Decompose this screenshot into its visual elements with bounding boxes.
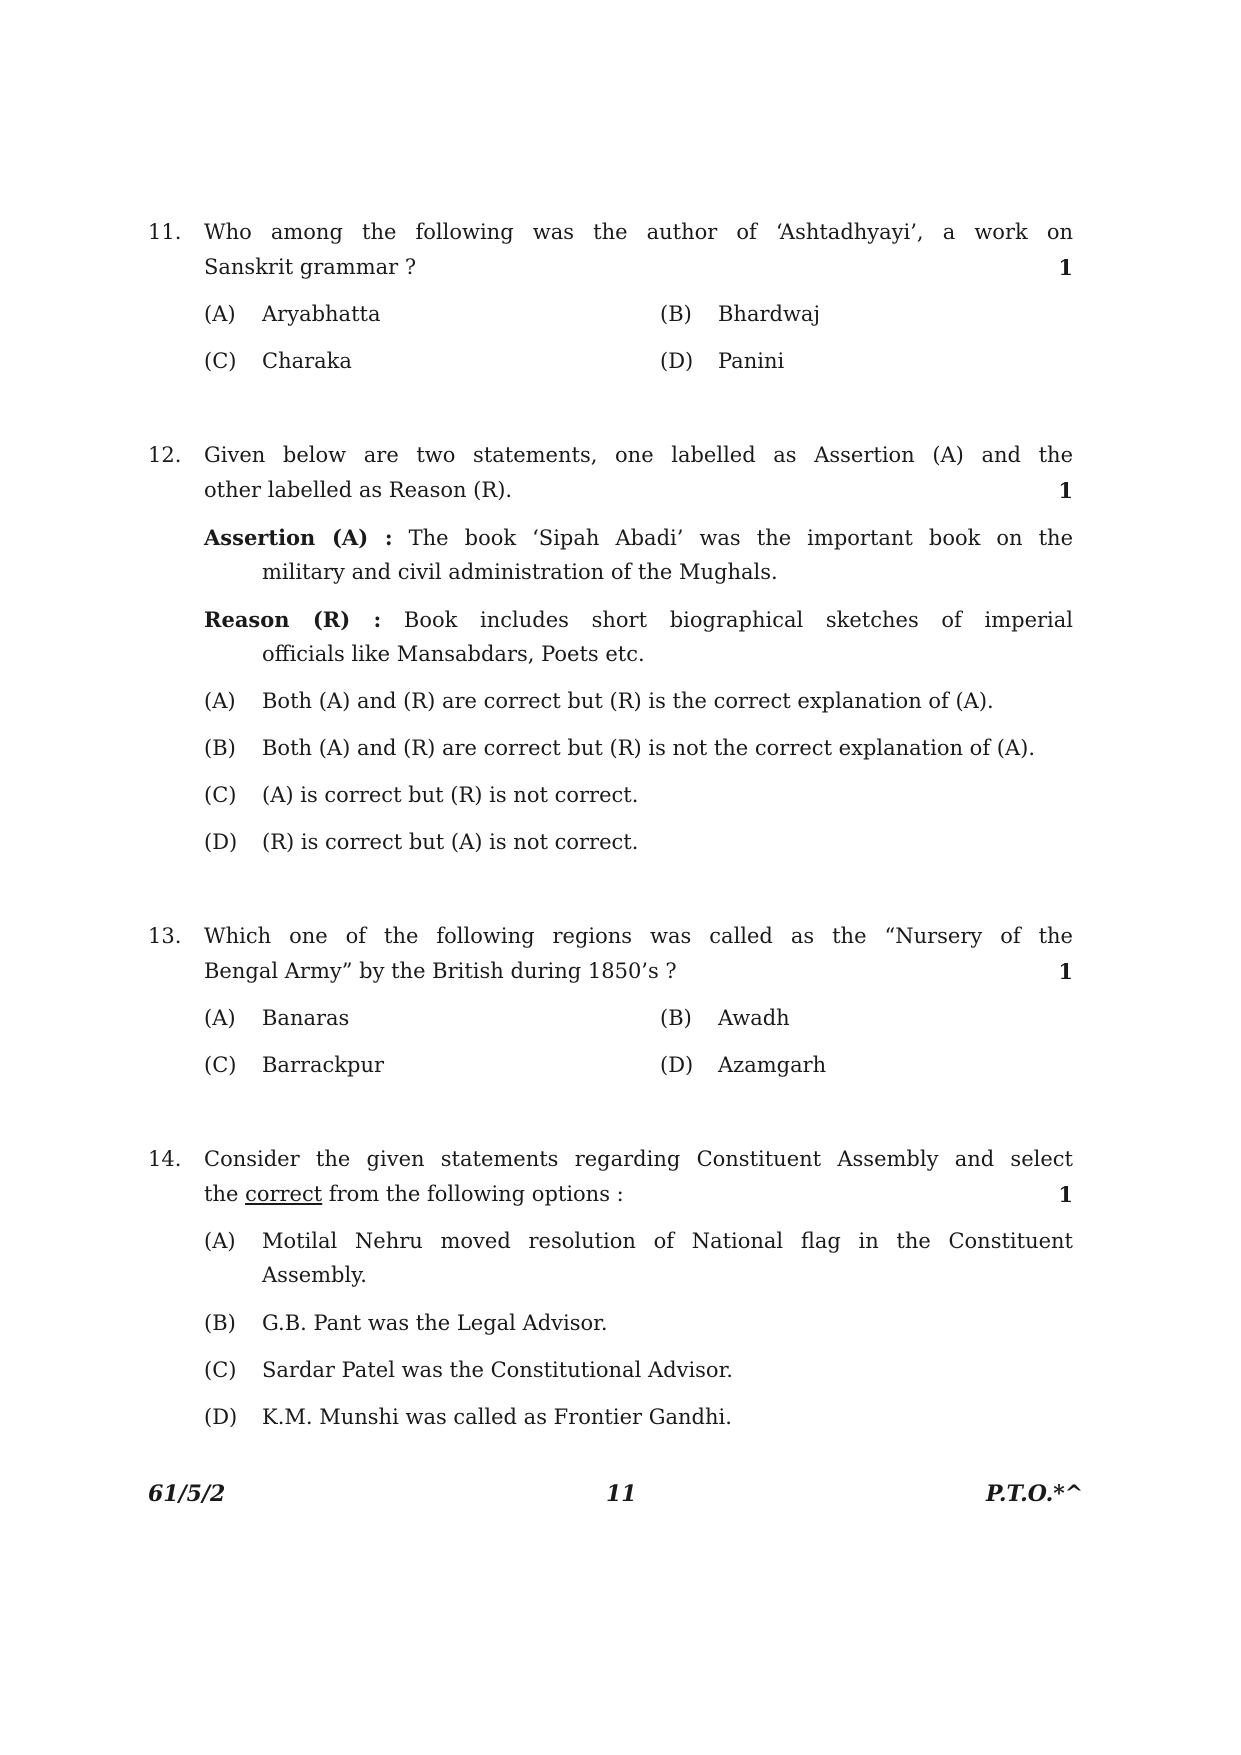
reason	[204, 607, 1073, 666]
option-label: (C)	[204, 349, 237, 373]
text-fragment: from the following options :	[322, 1182, 624, 1206]
option-c	[204, 349, 352, 373]
option-d	[204, 1405, 732, 1429]
option-text: Bhardwaj	[718, 302, 820, 326]
assertion-heading: Assertion (A) :	[204, 525, 393, 550]
option-a	[204, 1229, 1073, 1287]
option-label: (C)	[204, 783, 237, 807]
underlined-word: correct	[245, 1182, 323, 1206]
question-number: 14.	[148, 1147, 182, 1171]
question-text	[204, 1182, 624, 1206]
option-text: Both (A) and (R) are correct but (R) is not the correct explanation of (A).	[262, 736, 1035, 760]
option-text: Azamgarh	[718, 1053, 827, 1077]
option-text: Sardar Patel was the Constitutional Advisor.	[262, 1358, 733, 1382]
question-text: Consider the given statements regarding Constituent Assembly and select	[204, 1147, 1073, 1171]
option-c	[204, 1358, 733, 1382]
option-d	[204, 830, 638, 854]
question-text: other labelled as Reason (R).	[204, 478, 513, 502]
option-text: Both (A) and (R) are correct but (R) is the correct explanation of (A).	[262, 689, 994, 713]
option-text: Awadh	[718, 1006, 790, 1030]
reason-text: officials like Mansabdars, Poets etc.	[262, 642, 645, 666]
option-label: (A)	[204, 302, 236, 326]
marks: 1	[1058, 478, 1073, 503]
option-label: (A)	[204, 1229, 236, 1253]
text-fragment: the	[204, 1182, 246, 1206]
option-text: (R) is correct but (A) is not correct.	[262, 830, 639, 854]
option-label: (B)	[204, 1311, 236, 1335]
option-text: K.M. Munshi was called as Frontier Gandhi.	[262, 1405, 732, 1429]
option-label: (D)	[660, 1053, 694, 1077]
reason-text: Book includes short biographical sketches of imperial	[403, 608, 1074, 632]
option-label: (D)	[660, 349, 694, 373]
option-c	[204, 1053, 384, 1077]
question-number: 11.	[148, 220, 182, 244]
option-d	[660, 1053, 826, 1077]
option-label: (D)	[204, 1405, 238, 1429]
footer-code: 61/5/2	[148, 1481, 226, 1507]
option-text: Assembly.	[262, 1263, 367, 1287]
option-b	[204, 1311, 608, 1335]
option-label: (C)	[204, 1358, 237, 1382]
option-b	[204, 736, 1035, 760]
option-text: Barrackpur	[262, 1053, 385, 1077]
option-d	[660, 349, 784, 373]
question-text: Bengal Army” by the British during 1850’s ?	[204, 959, 677, 983]
assertion	[204, 525, 1073, 584]
option-label: (C)	[204, 1053, 237, 1077]
option-label: (A)	[204, 689, 236, 713]
reason-heading: Reason (R) :	[204, 607, 382, 632]
option-label: (D)	[204, 830, 238, 854]
option-text: (A) is correct but (R) is not correct.	[262, 783, 639, 807]
option-text: Charaka	[262, 349, 352, 373]
option-b	[660, 302, 820, 326]
marks: 1	[1058, 255, 1073, 280]
pto-marker: P.T.O.*^	[986, 1481, 1084, 1507]
option-b	[660, 1006, 790, 1030]
option-text: Banaras	[262, 1006, 350, 1030]
option-text: G.B. Pant was the Legal Advisor.	[262, 1311, 608, 1335]
question-number: 13.	[148, 924, 182, 948]
question-text: Sanskrit grammar ?	[204, 255, 417, 279]
option-text: Aryabhatta	[262, 302, 381, 326]
option-text: Panini	[718, 349, 785, 373]
option-a	[204, 689, 994, 713]
question-text: Which one of the following regions was called as the “Nursery of the	[204, 924, 1073, 948]
option-a	[204, 302, 380, 326]
question-text: Who among the following was the author of ‘Ashtadhyayi’, a work on	[204, 220, 1073, 244]
option-label: (B)	[660, 1006, 692, 1030]
assertion-text: military and civil administration of the Mughals.	[262, 560, 778, 584]
question-number: 12.	[148, 443, 182, 467]
marks: 1	[1058, 1182, 1073, 1207]
option-a	[204, 1006, 349, 1030]
page-number: 11	[606, 1481, 637, 1507]
option-label: (B)	[204, 736, 236, 760]
assertion-text: The book ‘Sipah Abadi’ was the important book on the	[408, 526, 1073, 550]
marks: 1	[1058, 959, 1073, 984]
option-label: (B)	[660, 302, 692, 326]
question-text: Given below are two statements, one labelled as Assertion (A) and the	[204, 443, 1073, 467]
option-label: (A)	[204, 1006, 236, 1030]
option-c	[204, 783, 638, 807]
option-text: Motilal Nehru moved resolution of National flag in the Constituent	[262, 1229, 1073, 1253]
